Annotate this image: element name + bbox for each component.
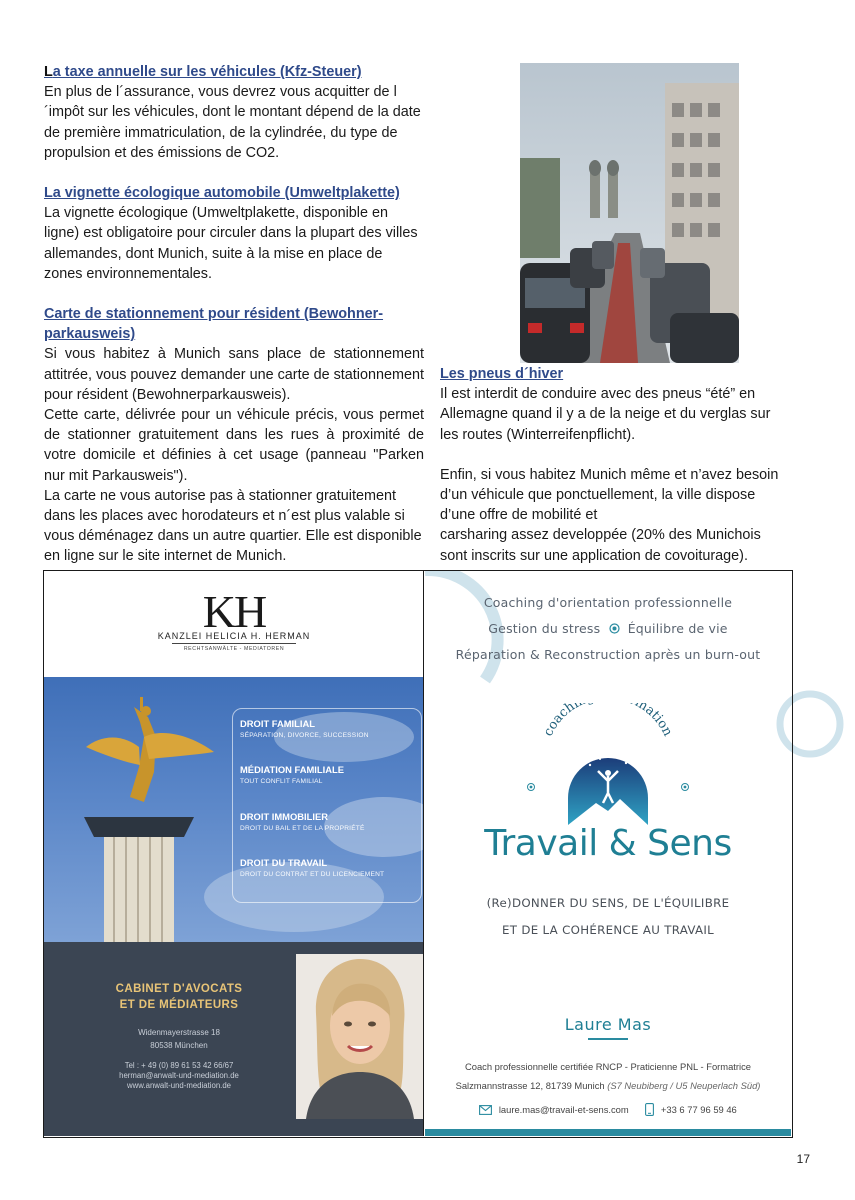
street-traffic-photo <box>520 63 739 363</box>
section-body-resident-parking-3: La carte ne vous autorise pas à stationner gratuitement dans les places avec horodateurs et n´est plus valable si vous déménagez dans un autre quartier. Elle est disponible en ligne sur le site internet de Munich. <box>44 487 422 565</box>
bullet-icon <box>609 622 620 637</box>
email-icon <box>479 1105 492 1117</box>
section-body-carsharing-2: carsharing assez developpée (20% des Munichois sont inscrits sur une application de covoiturage). <box>440 527 761 564</box>
service-family-law: DROIT FAMILIAL SÉPARATION, DIVORCE, SUCCESSION <box>240 718 369 739</box>
logo-divider <box>172 643 296 644</box>
article-left-column <box>44 62 424 567</box>
section-body-eco-sticker: La vignette écologique (Umweltplakette, disponible en ligne) est obligatoire pour circuler dans la plupart des villes allemandes, dont Munich, suite à la mise en place de zones environnementales. <box>44 205 418 282</box>
travail-sens-emblem <box>508 703 708 833</box>
arc-text: coachi mation <box>540 703 676 739</box>
law-firm-ad <box>44 571 424 1136</box>
section-body-carsharing-1: Enfin, si vous habitez Munich même et n’avez besoin d’un véhicule que ponctuellement, la ville dispose d’une offre de mobilité et <box>440 466 779 524</box>
phone-icon <box>645 1103 654 1118</box>
page-number: 17 <box>796 1152 810 1166</box>
section-title-winter-tires: Les pneus d´hiver <box>440 366 564 382</box>
service-real-estate-law: DROIT IMMOBILIER DROIT DU BAIL ET DE LA PROPRIÉTÉ <box>240 811 365 832</box>
coaching-line-2: Gestion du stress Équilibre de vie <box>488 621 728 636</box>
tagline-line-1: (Re)DONNER DU SENS, DE L'ÉQUILIBRE <box>486 896 730 910</box>
coach-email[interactable]: laure.mas@travail-et-sens.com <box>498 1103 629 1115</box>
coach-phone[interactable]: +33 6 77 96 59 46 <box>660 1103 737 1115</box>
coach-name: Laure Mas <box>564 1015 652 1034</box>
coach-address: Salzmannstrasse 12, 81739 Munich (S7 Neubiberg / U5 Neuperlach Süd) <box>455 1080 761 1091</box>
coaching-line-1: Coaching d'orientation professionnelle <box>483 595 733 610</box>
kh-logo: KH <box>202 586 266 637</box>
section-title-vehicle-tax: La taxe annuelle sur les véhicules (Kfz-Steuer) <box>44 64 362 80</box>
section-body-winter-tires: Il est interdit de conduire avec des pneus “été” en Allemagne quand il y a de la neige et du verglas sur les routes (Winterreifenpflicht). <box>440 386 771 443</box>
firm-contact <box>84 1061 274 1091</box>
firm-website[interactable]: www.anwalt-und-mediation.de <box>126 1081 231 1090</box>
section-body-vehicle-tax: En plus de l´assurance, vous devrez vous acquitter de l´impôt sur les véhicules, dont le montant dépend de la date de première immatriculation, de la cylindrée, du type de propulsion et des émissions de CO2. <box>44 84 421 161</box>
cabinet-title: CABINET D'AVOCATS ET DE MÉDIATEURS <box>115 983 243 1011</box>
brand-name: Travail & Sens <box>484 823 732 864</box>
section-title-eco-sticker: La vignette écologique automobile (Umweltplakette) <box>44 185 400 202</box>
footer-accent-bar <box>425 1129 791 1136</box>
name-underline <box>588 1038 628 1040</box>
service-family-mediation: MÉDIATION FAMILIALE TOUT CONFLIT FAMILIAL <box>240 764 344 785</box>
coach-certification: Coach professionnelle certifiée RNCP - Praticienne PNL - Formatrice <box>464 1061 752 1072</box>
section-body-resident-parking-1: Si vous habitez à Munich sans place de stationnement attitrée, vous pouvez demander une carte de stationnement pour résident (Bewohnerparkausweis). <box>44 346 424 403</box>
article-right-column <box>440 364 790 566</box>
service-labour-law: DROIT DU TRAVAIL DROIT DU CONTRAT ET DU LICENCIEMENT <box>240 857 385 878</box>
coaching-line-3: Réparation & Reconstruction après un burn-out <box>455 647 761 662</box>
firm-address: Widenmayerstrasse 18 80538 München <box>138 1028 220 1050</box>
firm-phone: Tel : + 49 (0) 89 61 53 42 66/67 <box>124 1061 234 1070</box>
advertisements-frame <box>43 570 793 1138</box>
lawyer-portrait <box>296 954 424 1119</box>
coach-contact-row <box>425 1103 791 1118</box>
tagline-line-2: ET DE LA COHÉRENCE AU TRAVAIL <box>502 923 714 937</box>
section-body-resident-parking-2: Cette carte, délivrée pour un véhicule précis, vous permet de stationner gratuitement dans les rues à proximité de votre domicile et définies à cet usage (panneau "Parken nur mit Parkausweis"). <box>44 407 424 484</box>
firm-subtitle: RECHTSANWÄLTE - MEDIATOREN <box>183 646 285 652</box>
firm-email[interactable]: herman@anwalt-und-mediation.de <box>119 1071 239 1080</box>
firm-name: KANZLEI HELICIA H. HERMAN <box>157 631 311 641</box>
coaching-ad <box>425 571 791 1136</box>
section-title-resident-parking: Carte de stationnement pour résident (Bewohner-parkausweis) <box>44 306 384 343</box>
